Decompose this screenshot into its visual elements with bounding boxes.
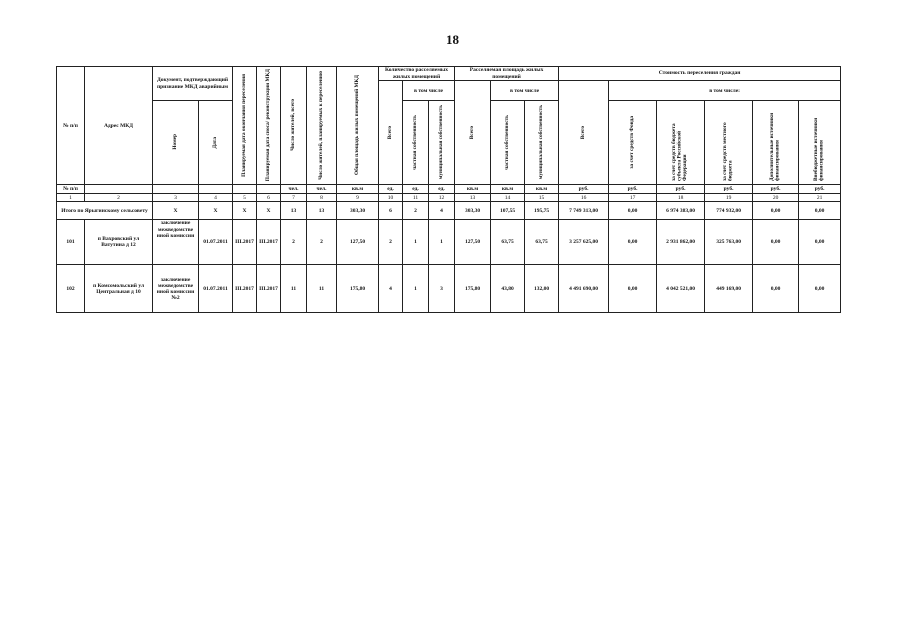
- cell: 4 491 690,00: [559, 265, 609, 313]
- row-doc-date: 01.07.2011: [199, 265, 233, 313]
- cell: 0,00: [799, 202, 841, 220]
- cell: 2: [281, 220, 307, 265]
- unit-cell: руб.: [705, 185, 753, 194]
- cell: 107,55: [491, 202, 525, 220]
- cell: 2: [403, 202, 429, 220]
- column-number: 16: [559, 194, 609, 202]
- column-number: 12: [429, 194, 455, 202]
- cell: III.2017: [233, 265, 257, 313]
- column-number: 7: [281, 194, 307, 202]
- unit-cell: [257, 185, 281, 194]
- cell: X: [257, 202, 281, 220]
- total-label: Итого по Ярыгинскому сельсовету: [57, 202, 153, 220]
- header-planned-demolition-date: Планируемая дата сноса/ реконструкции МКД: [257, 67, 281, 185]
- header-cost-regional: за счет средств бюджета субъекта Российской Федерации: [657, 101, 705, 185]
- unit-cell: руб.: [799, 185, 841, 194]
- header-planned-end-date: Планируемая дата окончания переселения: [233, 67, 257, 185]
- row-doc-number: заключение межведомстве нной комиссии №2: [153, 265, 199, 313]
- header-cost-additional: Дополнительные источники финансирования: [753, 101, 799, 185]
- column-number: 15: [525, 194, 559, 202]
- cell: 43,80: [491, 265, 525, 313]
- unit-cell: ед.: [429, 185, 455, 194]
- cell: 325 763,00: [705, 220, 753, 265]
- header-residents-total: Число жителей, всего: [281, 67, 307, 185]
- column-number: 19: [705, 194, 753, 202]
- cell: 1: [403, 265, 429, 313]
- cell: 0,00: [753, 265, 799, 313]
- cell: 3: [429, 265, 455, 313]
- header-count-private: частная собственность: [403, 101, 429, 185]
- cell: 7 749 313,00: [559, 202, 609, 220]
- cell: 175,80: [455, 265, 491, 313]
- header-count-total: Всего: [379, 81, 403, 185]
- row-number: 101: [57, 220, 85, 265]
- table-row: [57, 265, 841, 313]
- unit-cell: чел.: [281, 185, 307, 194]
- cell: 1: [403, 220, 429, 265]
- unit-cell: [85, 185, 153, 194]
- cell: 0,00: [609, 220, 657, 265]
- unit-cell: [153, 185, 199, 194]
- cell: 63,75: [525, 220, 559, 265]
- header-area-municipal: муниципальная собственность: [525, 101, 559, 185]
- cell: X: [199, 202, 233, 220]
- unit-cell: чел.: [307, 185, 337, 194]
- cell: 303,30: [337, 202, 379, 220]
- cell: 774 932,00: [705, 202, 753, 220]
- header-cost-including: в том числе:: [609, 81, 841, 101]
- column-number: 2: [85, 194, 153, 202]
- cell: 6: [379, 202, 403, 220]
- unit-cell: руб.: [657, 185, 705, 194]
- resettlement-table: [56, 66, 841, 313]
- cell: 4: [429, 202, 455, 220]
- column-number: 14: [491, 194, 525, 202]
- cell: 127,50: [455, 220, 491, 265]
- cell: 63,75: [491, 220, 525, 265]
- header-residents-to-resettle: Число жителей, планируемых к переселению: [307, 67, 337, 185]
- cell: 6 974 383,00: [657, 202, 705, 220]
- header-address: Адрес МКД: [85, 67, 153, 185]
- cell: III.2017: [257, 265, 281, 313]
- cell: 0,00: [753, 202, 799, 220]
- header-document-group: Документ, подтверждающий признание МКД аварийным: [153, 67, 233, 101]
- cell: 132,00: [525, 265, 559, 313]
- header-row-number: № п/п: [57, 67, 85, 185]
- cell: 13: [307, 202, 337, 220]
- cell: 1: [429, 220, 455, 265]
- column-number: 6: [257, 194, 281, 202]
- unit-cell: ед.: [403, 185, 429, 194]
- unit-cell: [233, 185, 257, 194]
- cell: 4: [379, 265, 403, 313]
- row-address: п Вахровский ул Ватутина д 12: [85, 220, 153, 265]
- column-number: 21: [799, 194, 841, 202]
- column-number: 3: [153, 194, 199, 202]
- header-area-private: частная собственность: [491, 101, 525, 185]
- table-row: [57, 220, 841, 265]
- column-numbers-row: [57, 194, 841, 202]
- header-cost-local: за счет средств местного бюджета: [705, 101, 753, 185]
- header-doc-date: Дата: [199, 101, 233, 185]
- column-number: 9: [337, 194, 379, 202]
- column-number: 11: [403, 194, 429, 202]
- column-number: 1: [57, 194, 85, 202]
- cell: III.2017: [233, 220, 257, 265]
- cell: X: [233, 202, 257, 220]
- cell: 0,00: [799, 220, 841, 265]
- cell: 0,00: [609, 202, 657, 220]
- column-number: 13: [455, 194, 491, 202]
- cell: 11: [307, 265, 337, 313]
- cell: 2: [307, 220, 337, 265]
- header-total-area: Общая площадь жилых помещений МКД: [337, 67, 379, 185]
- page-number: 18: [446, 32, 459, 47]
- row-number: 102: [57, 265, 85, 313]
- unit-cell: кв.м: [455, 185, 491, 194]
- cell: 303,30: [455, 202, 491, 220]
- header-count-including: в том числе: [403, 81, 455, 101]
- cell: 0,00: [609, 265, 657, 313]
- cell: 11: [281, 265, 307, 313]
- column-number: 5: [233, 194, 257, 202]
- column-number: 20: [753, 194, 799, 202]
- cell: 0,00: [753, 220, 799, 265]
- header-count-group: Количество расселяемых жилых помещений: [379, 67, 455, 81]
- cell: 4 042 521,00: [657, 265, 705, 313]
- header-doc-number: Номер: [153, 101, 199, 185]
- column-number: 17: [609, 194, 657, 202]
- unit-cell: кв.м: [337, 185, 379, 194]
- unit-cell: кв.м: [491, 185, 525, 194]
- cell: 449 169,00: [705, 265, 753, 313]
- row-doc-number: заключение межведомстве нной комиссии: [153, 220, 199, 265]
- row-address: п Комсомольский ул Центральная д 10: [85, 265, 153, 313]
- cell: 3 257 625,00: [559, 220, 609, 265]
- unit-cell: руб.: [609, 185, 657, 194]
- cell: III.2017: [257, 220, 281, 265]
- unit-cell: ед.: [379, 185, 403, 194]
- cell: 2 931 862,00: [657, 220, 705, 265]
- header-area-group: Расселяемая площадь жилых помещений: [455, 67, 559, 81]
- unit-cell: [199, 185, 233, 194]
- cell: 175,80: [337, 265, 379, 313]
- column-number: 4: [199, 194, 233, 202]
- header-count-municipal: муниципальная собственность: [429, 101, 455, 185]
- row-doc-date: 01.07.2011: [199, 220, 233, 265]
- table-row-total: [57, 202, 841, 220]
- header-cost-total: Всего: [559, 81, 609, 185]
- cell: 13: [281, 202, 307, 220]
- unit-cell: № п/п: [57, 185, 85, 194]
- column-number: 10: [379, 194, 403, 202]
- cell: 195,75: [525, 202, 559, 220]
- header-area-including: в том числе: [491, 81, 559, 101]
- cell: 0,00: [799, 265, 841, 313]
- cell: 127,50: [337, 220, 379, 265]
- unit-cell: кв.м: [525, 185, 559, 194]
- cell: X: [153, 202, 199, 220]
- header-cost-fund: за счет средств Фонда: [609, 101, 657, 185]
- cell: 2: [379, 220, 403, 265]
- units-row: [57, 185, 841, 194]
- column-number: 8: [307, 194, 337, 202]
- column-number: 18: [657, 194, 705, 202]
- unit-cell: руб.: [559, 185, 609, 194]
- unit-cell: руб.: [753, 185, 799, 194]
- header-cost-extrabudgetary: Внебюджетные источники финансирования: [799, 101, 841, 185]
- header-cost-group: Стоимость переселения граждан: [559, 67, 841, 81]
- header-area-total: Всего: [455, 81, 491, 185]
